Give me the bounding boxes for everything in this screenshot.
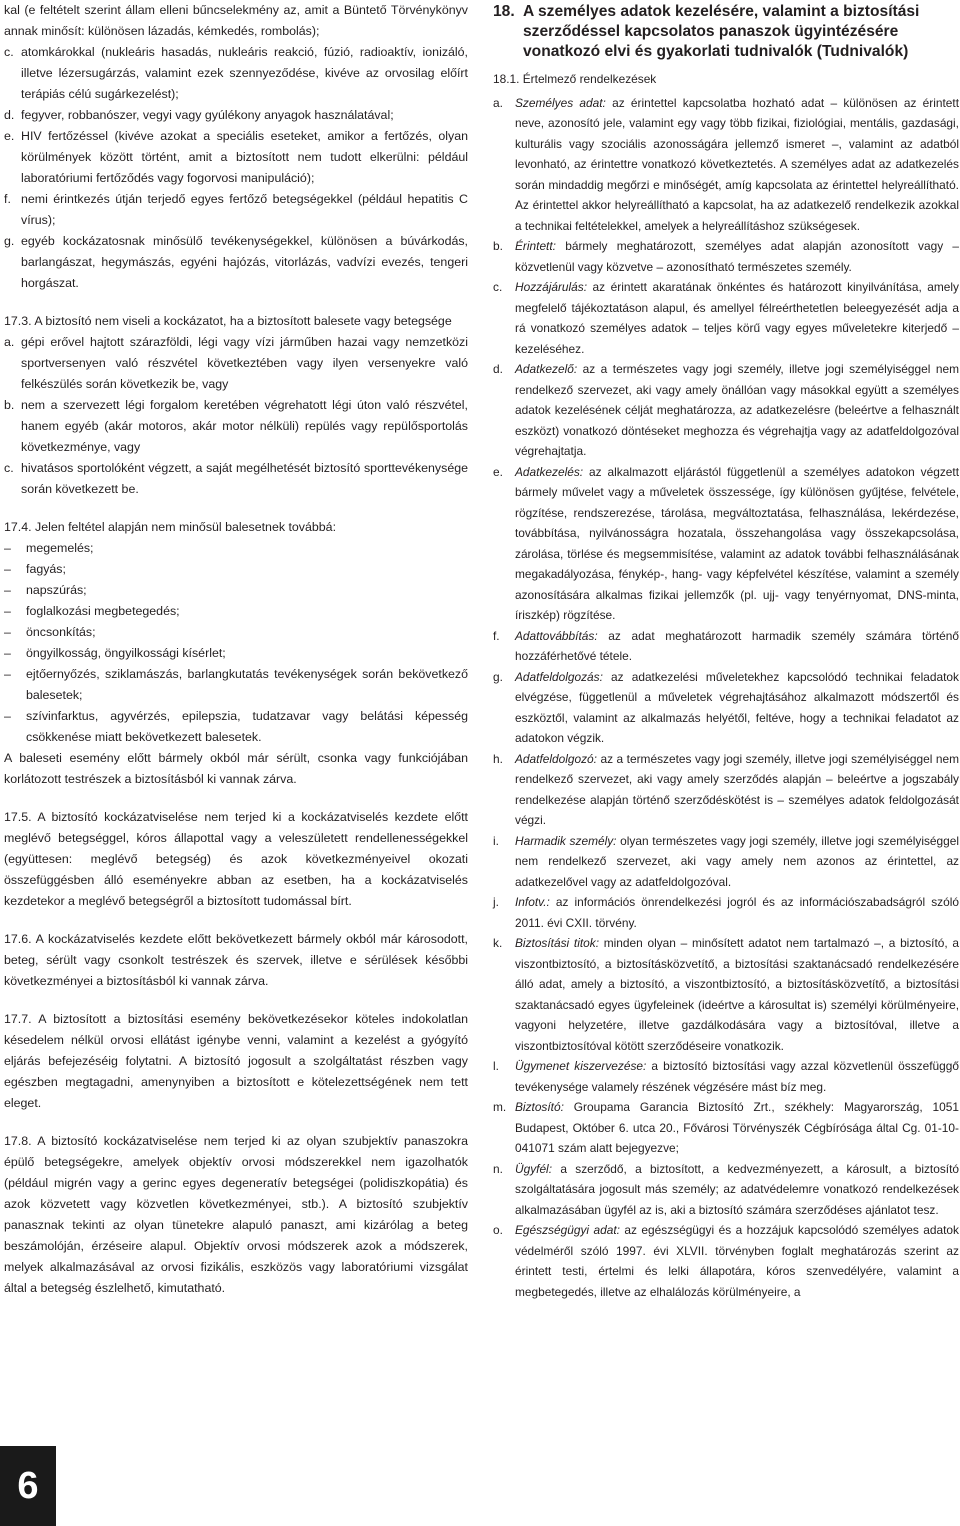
definition-marker: d.	[493, 362, 503, 376]
definition-marker: m.	[493, 1100, 507, 1114]
dash-item: – öncsonkítás;	[4, 625, 96, 639]
definition-item	[493, 236, 959, 277]
dash-item: – fagyás;	[4, 562, 66, 576]
definition-text: az érintettel kapcsolatba hozható adat – különösen az érintett neve, azonosító jele, valamint egy vagy több fizikai, fiziológiai, mentális, gazdasági, kulturális vagy szociális azonosságára jellemző ismeret –, valamint az adatból levonható, az érintettre vonatkozó következtetés. A személyes adat az adatkezelés során mindaddig megőrzi e minőségét, amíg kapcsolata az érintettel helyreállítható. Az érintettel akkor helyreállítható a kapcsolat, ha az adatkezelő rendelkezik azokkal a technikai feltételekkel, amelyek a helyreállításhoz szükségesek.	[515, 95, 959, 233]
definition-term: Személyes adat:	[515, 95, 606, 110]
section-17-3-heading: 17.3. A biztosító nem viseli a kockázatot, ha a biztosított balesete vagy betegsége	[4, 314, 452, 328]
list-item: a. gépi erővel hajtott szárazföldi, légi vagy vízi járműben hazai vagy nemzetközi sportversenyen való részvétel következtében vagy ilyen versenyekre való felkészülés során következik be, vagy	[4, 335, 468, 391]
definition-term: Biztosítási titok:	[515, 936, 600, 950]
definition-text: az adat meghatározott harmadik személy számára történő hozzáférhetővé tétele.	[515, 628, 959, 663]
left-column	[4, 0, 468, 1299]
definition-marker: f.	[493, 628, 500, 643]
definition-marker: g.	[493, 669, 503, 684]
definition-text: az alkalmazott eljárástól függetlenül a személyes adatokon végzett bármely művelet vagy a műveletek összessége, így különösen gyűjtése, felvétele, rögzítése, rendszerezése, tárolása, megváltoztatása, felhasználása, lekérdezése, továbbítása, nyilvánosságra hozatala, összehangolása vagy összekapcsolása, zárolása, törlése és megsemmisítése, valamint az adatok további felhasználásának megakadályozása, fénykép-, hang- vagy képfelvétel készítése, valamint a személy azonosítására alkalmas fizikai jellemzők (pl. ujj- vagy tenyérnyomat, DNS-minta, íriszkép) rögzítése.	[515, 464, 959, 622]
definition-marker: k.	[493, 936, 503, 950]
definition-marker: e.	[493, 464, 503, 479]
section-17-6: 17.6. A kockázatviselés kezdete előtt bekövetkezett bármely okból már károsodott, beteg, sérült vagy csonkolt testrészek és szervek, illetve e sérülések későbbi következményei a biztosításból ki vannak zárva.	[4, 932, 468, 988]
definition-term: Ügymenet kiszervezése:	[515, 1059, 647, 1073]
list-item: c. atomkárokkal (nukleáris hasadás, nukleáris reakció, fúzió, radioaktív, ionizáló, illetve lézersugárzás, valamint ezek szennyeződése, kivéve az orvosilag előírt terápiás célú sugárkezelést);	[4, 45, 468, 101]
definition-term: Harmadik személy:	[515, 833, 617, 848]
definition-text: minden olyan – minősített adatot nem tartalmazó –, a biztosító, a viszontbiztosító, a biztosításközvetítő, a biztosítási szaktanácsadó rendelkezésére álló adat, amely a biztosító, a viszontbiztosító, a biztosításközvetítő, a biztosítási szaktanácsadó egyes ügyfeleinek (ideértve a károsultat is) személyi körülményeire, vagyoni helyzetére, illetve gazdálkodására vagy a biztosítóval, illetve a viszontbiztosítóval kötött szerződéseire vonatkozik.	[515, 936, 959, 1053]
definition-marker: j.	[493, 895, 499, 909]
definition-text: az a természetes vagy jogi személy, illetve jogi személyiséggel nem rendelkező szervezet, aki vagy amely önállóan vagy másokkal együtt a személyes adatok kezelésének célját meghatározza, az adatkezelésre (beleértve a felhasznált eszközt) vonatkozó döntéseket meghozza és végrehajtja vagy az adatfeldolgozóval végrehajtatja.	[515, 362, 959, 458]
definition-term: Adattovábbítás:	[515, 628, 598, 643]
definition-item	[493, 277, 959, 359]
definition-item	[493, 359, 959, 462]
definition-term: Adatkezelő:	[515, 362, 578, 376]
definition-term: Adatkezelés:	[515, 464, 584, 479]
definition-marker: a.	[493, 95, 503, 110]
definition-text: a szerződő, a biztosított, a kedvezményezett, a károsult, a biztosító szolgáltatására jogosult más személy; az adatvédelemre vonatkozó rendelkezések alkalmazásában ügyfél az is, aki a biztosító számára szerződéses ajánlatot tesz.	[515, 1161, 959, 1217]
definition-item	[493, 93, 959, 237]
definition-term: Biztosító:	[515, 1100, 564, 1114]
definition-marker: h.	[493, 751, 503, 766]
exclusion-list	[4, 42, 468, 294]
definition-marker: b.	[493, 239, 503, 253]
list-item: d. fegyver, robbanószer, vegyi vagy gyúlékony anyagok használatával;	[4, 108, 394, 122]
definition-term: Egészségügyi adat:	[515, 1223, 620, 1237]
definition-text: az érintett akaratának önkéntes és határozott kinyilvánítása, amely megfelelő tájékoztatáson alapul, és amellyel félreérthetetlen beleegyezését adja a rá vonatkozó személyes adatok – teljes körű vagy egyes műveletekre kiterjedő – kezeléséhez.	[515, 280, 959, 356]
definition-text: az a természetes vagy jogi személy, illetve jogi személyiséggel nem rendelkező szervezet, aki vagy amely szerződés alapján – beleértve a jogszabály rendelkezése alapján történő szerződéskötést is – személyes adatok feldolgozását végzi.	[515, 751, 959, 827]
definition-text: az adatkezelési műveletekhez kapcsolódó technikai feladatok elvégzése, függetlenül a műveletek végrehajtásához alkalmazott módszertől és eszköztől, valamint az alkalmazás helyétől, feltéve, hogy a technikai feladatot az adatokon végzik.	[515, 669, 959, 745]
definition-item	[493, 892, 959, 933]
definition-item	[493, 626, 959, 667]
definition-item	[493, 749, 959, 831]
definition-item	[493, 831, 959, 893]
definition-term: Infotv.:	[515, 895, 550, 909]
definition-term: Érintett:	[515, 239, 556, 253]
right-column	[493, 0, 959, 1302]
page-number: 6	[0, 1446, 56, 1526]
definition-term: Adatfeldolgozó:	[515, 751, 597, 766]
definition-text: Groupama Garancia Biztosító Zrt., székhely: Magyarország, 1051 Budapest, Október 6. utca 20., Fővárosi Törvényszék Cégbírósága által Cg. 01-10-041071 szám alatt bejegyezve;	[515, 1100, 959, 1155]
dash-item: – szívinfarktus, agyvérzés, epilepszia, tudatzavar vagy belátási képesség csökkenése miatt bekövetkezett balesetek.	[4, 709, 468, 744]
definition-item	[493, 667, 959, 749]
definition-item	[493, 933, 959, 1056]
dash-item: – megemelés;	[4, 541, 94, 555]
definition-item	[493, 1097, 959, 1159]
definition-marker: n.	[493, 1161, 503, 1176]
list-item: f. nemi érintkezés útján terjedő egyes fertőző betegségekkel (például hepatitis C vírus);	[4, 192, 468, 227]
paragraph-continued: kal (e feltételt szerint állam elleni bűncselekmény az, amit a Büntető Törvénykönyv annak minősít: különösen lázadás, kémkedés, rombolás);	[4, 3, 468, 38]
dash-item: – foglalkozási megbetegedés;	[4, 604, 180, 618]
list-item: g. egyéb kockázatosnak minősülő tevékenységekkel, különösen a búvárkodás, barlangászat, hegymászás, egyéni hajózás, vitorlázás, vadvízi evezés, tengeri horgászat.	[4, 234, 468, 290]
section-17-7: 17.7. A biztosított a biztosítási esemény bekövetkezésekor köteles indokolatlan késedelem nélkül orvosi ellátást igénybe venni, valamint a kezelést a gyógyító eljárás befejezéséig folytatni. A biztosító jogosult a szolgáltatást részben vagy egészben megtagadni, amenynyiben a biztosított e kötelezettségének nem tett eleget.	[4, 1012, 468, 1110]
definition-item	[493, 1220, 959, 1302]
definition-term: Ügyfél:	[515, 1161, 553, 1176]
section-17-8: 17.8. A biztosító kockázatviselése nem terjed ki az olyan szubjektív panaszokra épülő betegségekre, amelyek objektív orvosi módszerekkel nem igazolhatók (például migrén vagy a gerinc egyes degeneratív betegségei (polidiszkopátia) és azok közvetett vagy közvetlen következményei, stb.). A biztosító szubjektív panasznak tekinti az olyan tünetekre alapuló panaszt, ami kizárólag a beteg beszámolóján, érzéseire alapul. Objektív orvosi módszerek azok a módszerek, melyek alkalmazásával az orvosi fizikális, eszközös vagy laboratóriumi vizsgálat által a betegség észlelhető, kimutatható.	[4, 1134, 468, 1295]
definition-term: Adatfeldolgozás:	[515, 669, 603, 684]
section-17-4-heading: 17.4. Jelen feltétel alapján nem minősül balesetnek továbbá:	[4, 520, 337, 534]
definition-marker: l.	[493, 1059, 499, 1073]
definition-text: a biztosító biztosítási vagy azzal közvetlenül összefüggő tevékenysége valamely részének végzésére mást bíz meg.	[515, 1059, 959, 1094]
definition-text: az információs önrendelkezési jogról és az információszabadságról szóló 2011. évi CXII. törvény.	[515, 895, 959, 930]
list-item: c. hivatásos sportolóként végzett, a saját megélhetését biztosító sporttevékenysége során következett be.	[4, 461, 468, 496]
definition-text: az egészségügyi és a hozzájuk kapcsolódó személyes adatok védelméről szóló 1997. évi XLVII. törvényben foglalt meghatározás szerint az érintett testi, értelmi és lelki állapotára, kóros szenvedélyére, valamint a megbetegedés, illetve az elhalálozás körülményeire, a	[515, 1223, 959, 1299]
section-18-heading: 18. A személyes adatok kezelésére, valamint a biztosítási szerződéssel kapcsolatos panaszok ügyintézésére vonatkozó elvi és gyakorlati tudnivalók (Tudnivalók)	[493, 3, 920, 60]
section-17-4-note: A baleseti esemény előtt bármely okból már sérült, csonka vagy funkciójában korlátozott testrészek a biztosításból ki vannak zárva.	[4, 751, 468, 786]
definition-marker: o.	[493, 1223, 503, 1237]
definitions-list	[493, 93, 959, 1303]
definition-marker: i.	[493, 833, 499, 848]
dash-item: – napszúrás;	[4, 583, 87, 597]
definition-marker: c.	[493, 280, 503, 294]
definition-item	[493, 462, 959, 626]
definition-item	[493, 1159, 959, 1221]
list-item: e. HIV fertőzéssel (kivéve azokat a speciális eseteket, amikor a fertőzés, olyan körülmények között történt, amit a biztosított nem tudott elkerülni: például laboratóriumi fertőződés vagy fogorvosi manipuláció);	[4, 129, 468, 185]
dash-item: – öngyilkosság, öngyilkossági kísérlet;	[4, 646, 226, 660]
definition-text: olyan természetes vagy jogi személy, illetve jogi személyiséggel nem rendelkező szervezet, aki vagy amely nem azonos az érintettel, az adatkezelővel vagy az adatfeldolgozóval.	[515, 833, 959, 889]
dash-item: – ejtőernyőzés, sziklamászás, barlangkutatás tevékenységek során bekövetkező balesetek;	[4, 667, 468, 702]
list-item: b. nem a szervezett légi forgalom keretében végrehatott légi úton való részvétel, hanem egyéb (akár motoros, akár motor nélküli) repülés vagy repülősportolás következménye, vagy	[4, 398, 468, 454]
section-18-1-heading: 18.1. Értelmező rendelkezések	[493, 72, 657, 86]
section-17-5: 17.5. A biztosító kockázatviselése nem terjed ki a kockázatviselés kezdete előtt meglévő betegséggel, kóros állapottal vagy a veleszületett rendellenességekkel (együttesen: meglévő betegség) és azok következményeivel okozati összefüggésben álló eseményekre abban az esetben, ha a kockázatviselés kezdetekor a meglévő betegségről a biztosított tudomással bírt.	[4, 810, 468, 908]
definition-text: bármely meghatározott, személyes adat alapján azonosított vagy – közvetlenül vagy közvetve – azonosítható természetes személy.	[515, 239, 959, 274]
definition-term: Hozzájárulás:	[515, 280, 588, 294]
definition-item	[493, 1056, 959, 1097]
